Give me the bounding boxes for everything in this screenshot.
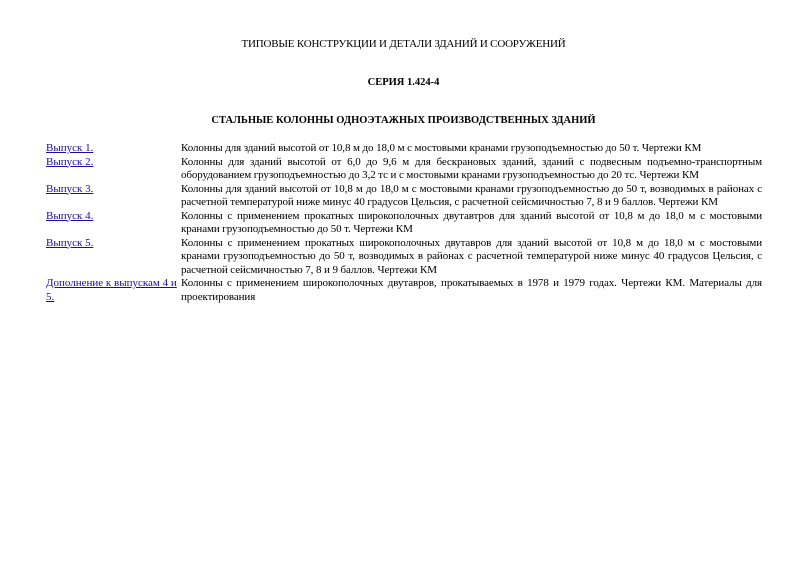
issue-description-3: Колонны для зданий высотой от 10,8 м до 18,0 м с мостовыми кранами грузоподъемностью до 50 т, возводимых в районах с расчетной температурой ниже минус 40 градусов Цельсия, с расчетной сейсмичностью 7, 8 и 9 баллов. Чертежи КМ <box>181 182 762 208</box>
issue-description-1: Колонны для зданий высотой от 10,8 м до 18,0 м с мостовыми кранами грузоподъемностью до 50 т. Чертежи КМ <box>181 142 702 154</box>
issue-description-5: Колонны с применением прокатных широкополочных двутавров для зданий высотой от 10,8 м до 18,0 м с мостовыми кранами грузоподъемностью до 50 т, возводимых в районах с расчетной температурой ниже минус 40 градусов Цельсия, с расчетной сейсмичностью 7, 8 и 9 баллов. Чертежи КМ <box>181 236 762 276</box>
list-item <box>46 277 762 304</box>
list-item <box>46 210 762 237</box>
supplement-link[interactable]: Дополнение к выпускам 4 и 5. <box>46 277 177 303</box>
issue-link-1[interactable]: Выпуск 1. <box>46 142 94 154</box>
list-item <box>46 183 762 210</box>
list-item <box>46 156 762 183</box>
issue-link-3[interactable]: Выпуск 3. <box>46 182 94 195</box>
issue-description-4: Колонны с применением прокатных широкополочных двутавтров для зданий высотой от 10,8 м до 18,0 м с мостовыми кранами грузоподъемностью до 50 т. Чертежи КМ <box>181 209 762 235</box>
issue-link-5[interactable]: Выпуск 5. <box>46 236 94 249</box>
collection-title: ТИПОВЫЕ КОНСТРУКЦИИ И ДЕТАЛИ ЗДАНИЙ И СООРУЖЕНИЙ <box>241 38 566 50</box>
issues-list <box>46 142 762 304</box>
series-number: СЕРИЯ 1.424-4 <box>367 77 440 88</box>
issue-link-2[interactable]: Выпуск 2. <box>46 155 94 168</box>
series-title: СТАЛЬНЫЕ КОЛОННЫ ОДНОЭТАЖНЫХ ПРОИЗВОДСТВЕННЫХ ЗДАНИЙ <box>211 115 596 126</box>
list-item <box>46 237 762 278</box>
list-item <box>46 142 762 156</box>
issue-description-2: Колонны для зданий высотой от 6,0 до 9,6 м для бескрановых зданий, зданий с подвесным подъемно-транспортным оборудованием грузоподъемностью до 3,2 тс и с мостовыми кранами грузоподъемностью до 20 тс. Чертежи КМ <box>181 155 762 181</box>
issue-link-4[interactable]: Выпуск 4. <box>46 209 94 222</box>
supplement-description: Колонны с применением широкополочных двутавров, прокатываемых в 1978 и 1979 годах. Чертежи КМ. Материалы для проектирования <box>181 277 762 303</box>
